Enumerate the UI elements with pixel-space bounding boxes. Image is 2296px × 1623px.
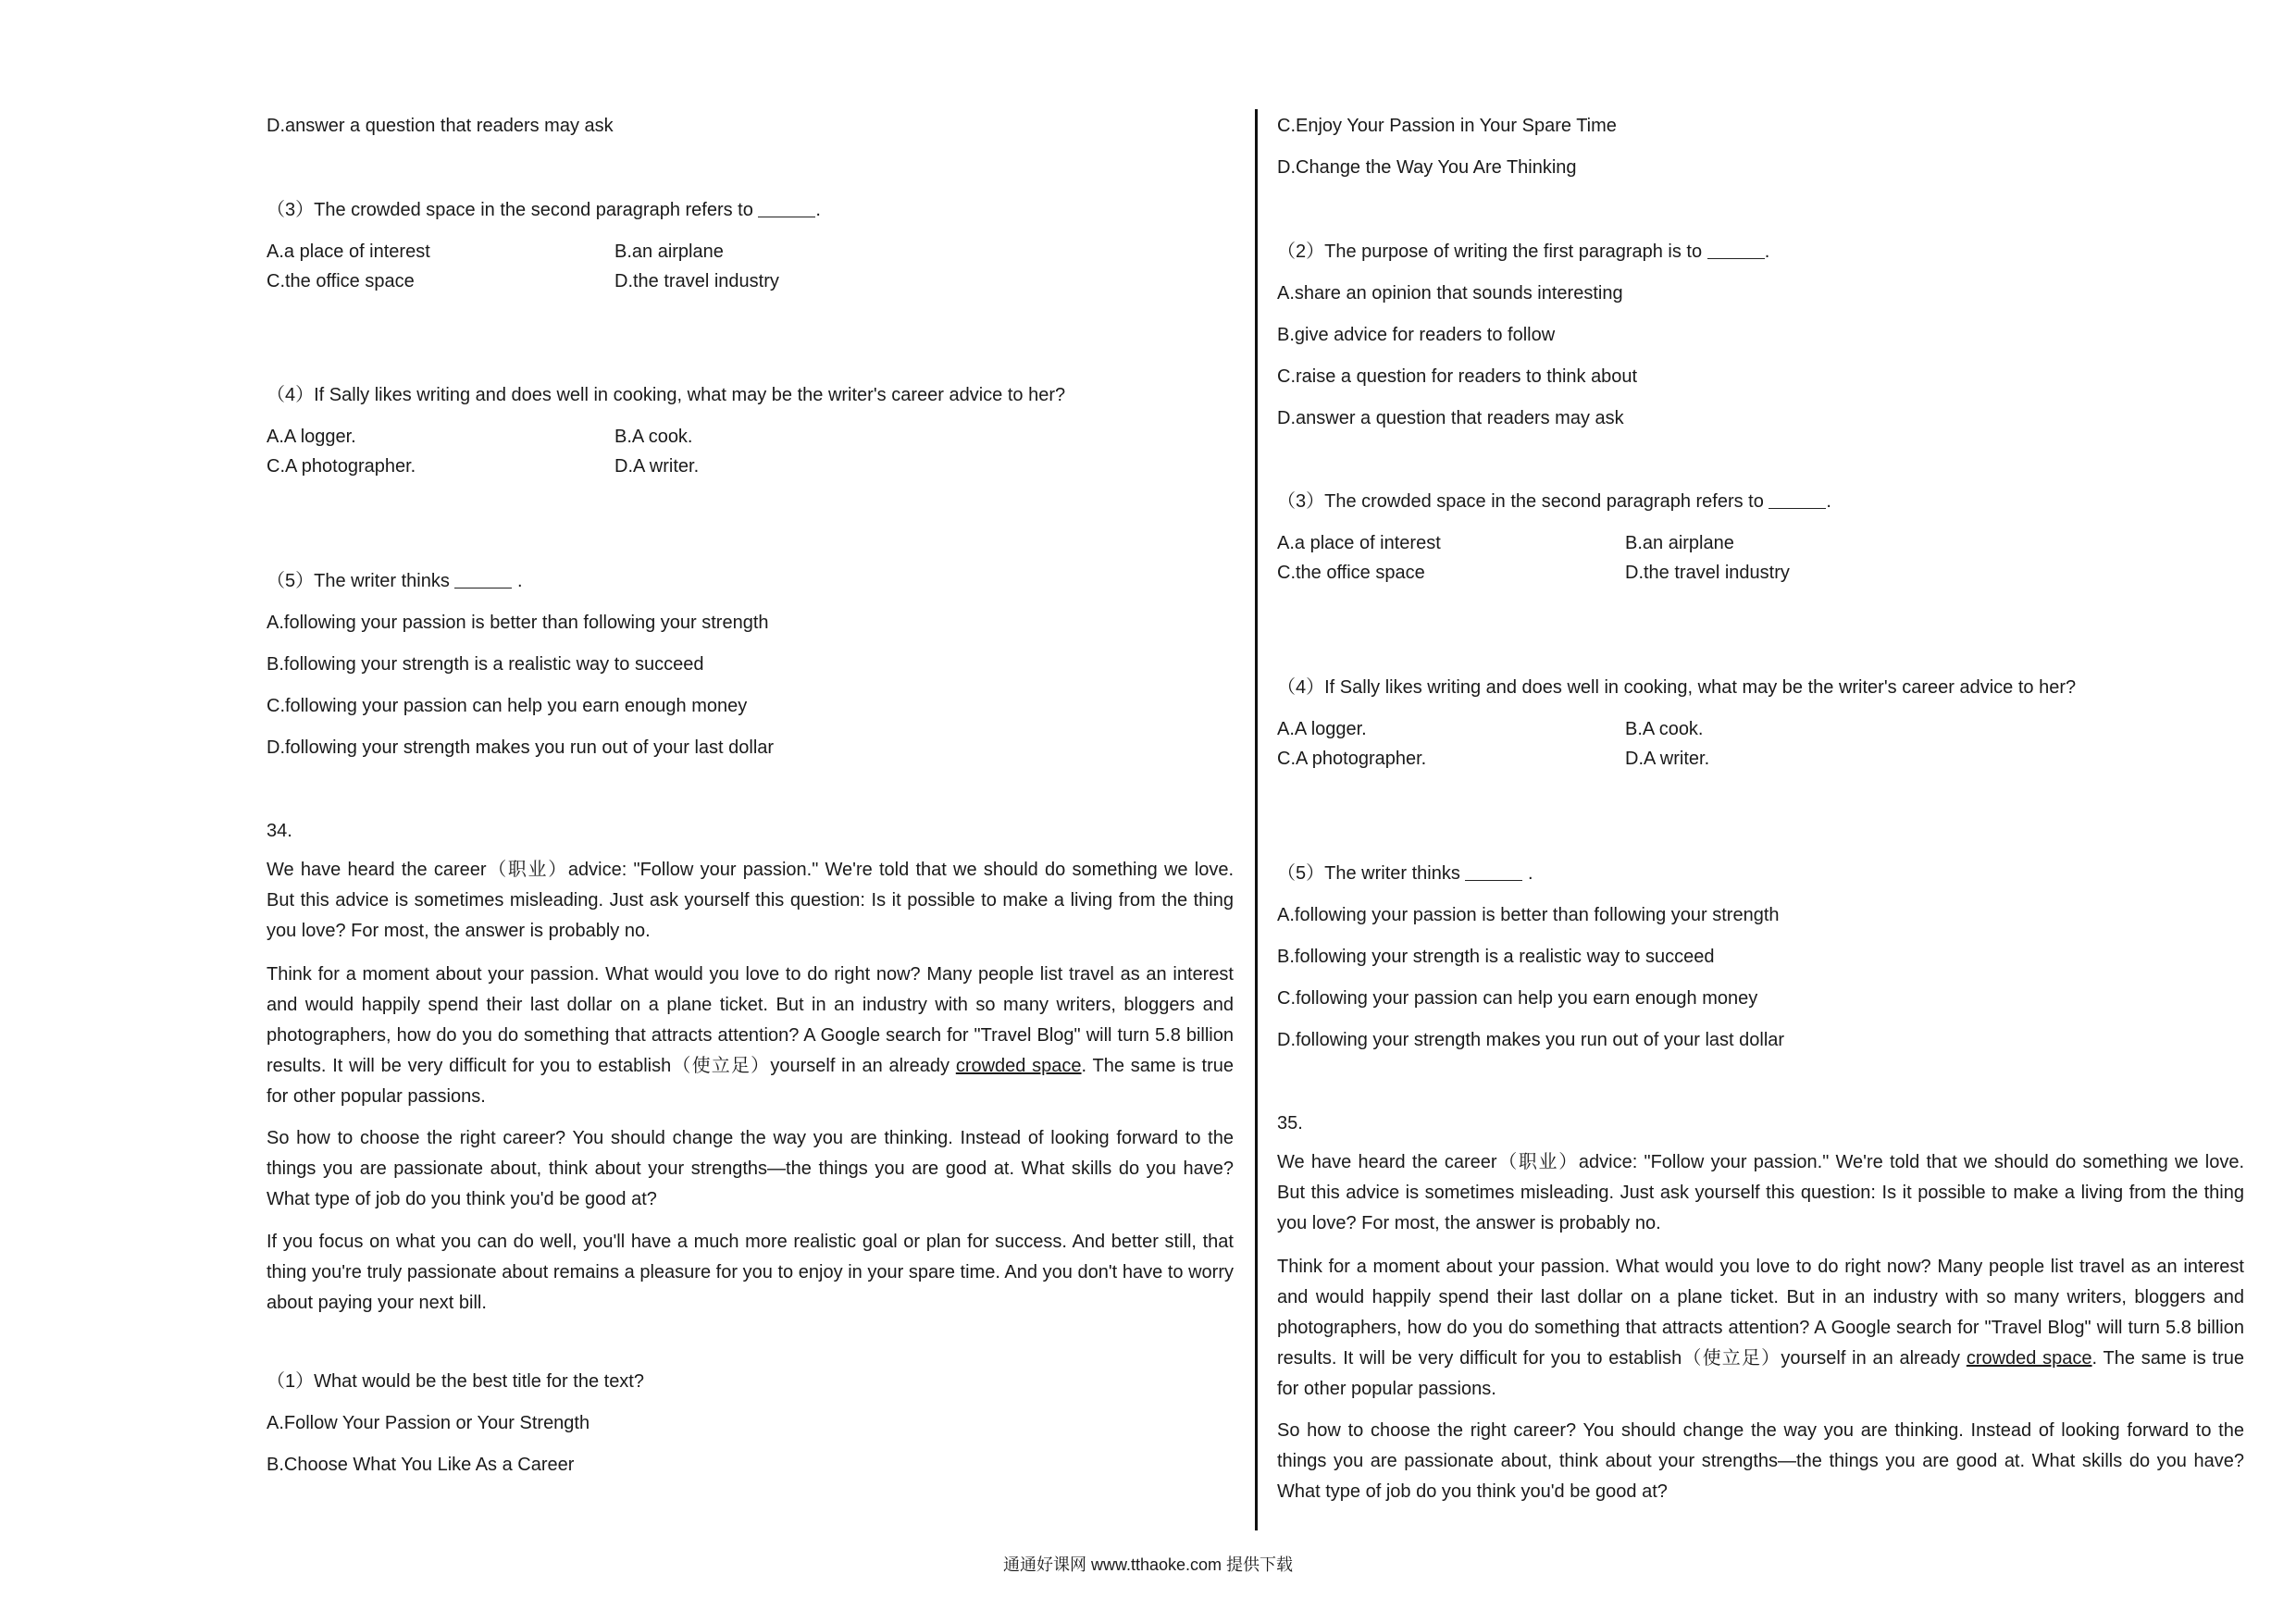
question-4 [267, 384, 1065, 406]
q3-option-b: B.an airplane [1625, 533, 1734, 553]
answer-blank [1465, 863, 1522, 881]
question-text: What would be the best title for the text? [314, 1371, 644, 1392]
question-1 [267, 1370, 644, 1393]
page-footer: 通通好课网 www.tthaoke.com 提供下载 [1002, 1555, 1294, 1574]
passage-paragraph-3: So how to choose the right career? You should change the way you are thinking. Instead of looking forward to the things you are passionate about, think about your strengths—the things you are good at. What skills do you have? What type of job do you think you'd be good at? [267, 1128, 1234, 1209]
q5-option-a: A.following your passion is better than following your strength [1277, 905, 1780, 925]
q3-option-a: A.a place of interest [267, 242, 430, 262]
question-text: The writer thinks [314, 571, 450, 591]
q1-option-c: C.Enjoy Your Passion in Your Spare Time [1277, 116, 1617, 136]
question-text: The purpose of writing the first paragraph is to [1324, 242, 1703, 262]
question-number: （5） [1277, 863, 1325, 884]
question-number: （2） [1277, 242, 1325, 262]
q1-option-a: A.Follow Your Passion or Your Strength [267, 1413, 590, 1433]
q2-option-d: D.answer a question that readers may ask [267, 116, 614, 136]
question-end: . [1522, 863, 1533, 884]
q5-option-c: C.following your passion can help you earn enough money [267, 696, 748, 716]
question-text: If Sally likes writing and does well in cooking, what may be the writer's career advice to her? [314, 385, 1066, 405]
question-3 [1277, 490, 1831, 513]
underlined-phrase: crowded space [955, 1056, 1082, 1076]
paragraph-text: Think for a moment about your passion. What would you love to do right now? Many people list travel as an interest and would happily spend their last dollar on a plane ticket. But in an industry with so many writers, bloggers and photographers, how do you do something that attracts attention? A Google search for "Travel Blog" will turn 5.8 billion results. It will be very difficult for you to establish（使立足）yourself in an already [267, 964, 1234, 1076]
passage-paragraph-2 [1277, 1252, 2244, 1405]
passage-paragraph-2 [267, 960, 1234, 1112]
question-end: . [512, 571, 523, 591]
question-text: The crowded space in the second paragraph refers to [314, 200, 753, 220]
q5-option-b: B.following your strength is a realistic way to succeed [267, 654, 704, 675]
q4-option-d: D.A writer. [1625, 749, 1710, 769]
q4-option-c: C.A photographer. [267, 456, 416, 477]
paragraph-text: . The same is true for other popular passions. [1277, 1348, 2244, 1399]
q2-option-b: B.give advice for readers to follow [1277, 325, 1556, 345]
underlined-phrase: crowded space [1966, 1348, 2092, 1369]
answer-blank [758, 200, 815, 217]
q5-option-d: D.following your strength makes you run out of your last dollar [1277, 1030, 1785, 1050]
question-number: （3） [1277, 491, 1325, 512]
question-5 [1277, 862, 1533, 885]
q4-option-b: B.A cook. [614, 427, 693, 447]
question-5 [267, 570, 523, 592]
question-number: （1） [267, 1371, 315, 1392]
q3-option-a: A.a place of interest [1277, 533, 1441, 553]
q2-option-c: C.raise a question for readers to think about [1277, 366, 1638, 387]
question-number: （4） [1277, 677, 1325, 698]
answer-blank [1707, 242, 1765, 259]
q4-option-d: D.A writer. [614, 456, 700, 477]
q4-option-a: A.A logger. [1277, 719, 1367, 739]
q3-option-d: D.the travel industry [1625, 563, 1790, 583]
question-end: . [815, 200, 821, 220]
passage-paragraph-1: We have heard the career（职业）advice: "Follow your passion." We're told that we should do something we love. But this advice is sometimes misleading. Just ask yourself this question: Is it possible to make a living from the thing you love? For most, the answer is probably no. [267, 860, 1234, 941]
q2-option-d: D.answer a question that readers may ask [1277, 408, 1624, 428]
question-end: . [1826, 491, 1831, 512]
q5-option-b: B.following your strength is a realistic way to succeed [1277, 947, 1715, 967]
question-number: （5） [267, 571, 315, 591]
column-divider [1255, 109, 1258, 1530]
q3-option-c: C.the office space [1277, 563, 1425, 583]
question-number: （4） [267, 385, 315, 405]
q5-option-c: C.following your passion can help you earn enough money [1277, 988, 1758, 1009]
q3-option-b: B.an airplane [614, 242, 724, 262]
question-text: If Sally likes writing and does well in cooking, what may be the writer's career advice to her? [1324, 677, 2077, 698]
q5-option-d: D.following your strength makes you run out of your last dollar [267, 737, 775, 758]
q4-option-a: A.A logger. [267, 427, 356, 447]
question-text: The crowded space in the second paragraph refers to [1324, 491, 1764, 512]
passage-paragraph-1: We have heard the career（职业）advice: "Follow your passion." We're told that we should do something we love. But this advice is sometimes misleading. Just ask yourself this question: Is it possible to make a living from the thing you love? For most, the answer is probably no. [1277, 1152, 2244, 1233]
paragraph-text: Think for a moment about your passion. What would you love to do right now? Many people list travel as an interest and would happily spend their last dollar on a plane ticket. But in an industry with so many writers, bloggers and photographers, how do you do something that attracts attention? A Google search for "Travel Blog" will turn 5.8 billion results. It will be very difficult for you to establish（使立足）yourself in an already [1277, 1257, 2244, 1369]
paragraph-text: . The same is true for other popular passions. [267, 1056, 1234, 1107]
passage-number: 34. [267, 821, 292, 841]
passage-paragraph-4: If you focus on what you can do well, you'll have a much more realistic goal or plan for success. And better still, that thing you're truly passionate about remains a pleasure for you to enjoy in your spare time. And you don't have to worry about paying your next bill. [267, 1232, 1234, 1313]
q1-option-d: D.Change the Way You Are Thinking [1277, 157, 1577, 178]
passage-number: 35. [1277, 1113, 1303, 1134]
question-end: . [1764, 242, 1770, 262]
question-number: （3） [267, 200, 315, 220]
question-2 [1277, 241, 1769, 263]
q4-option-b: B.A cook. [1625, 719, 1704, 739]
q4-option-c: C.A photographer. [1277, 749, 1427, 769]
q1-option-b: B.Choose What You Like As a Career [267, 1455, 575, 1475]
q3-option-d: D.the travel industry [614, 271, 779, 291]
answer-blank [454, 571, 512, 588]
question-4 [1277, 676, 2076, 699]
q3-option-c: C.the office space [267, 271, 415, 291]
q2-option-a: A.share an opinion that sounds interesting [1277, 283, 1623, 304]
q5-option-a: A.following your passion is better than following your strength [267, 613, 769, 633]
passage-paragraph-3: So how to choose the right career? You should change the way you are thinking. Instead of looking forward to the things you are passionate about, think about your strengths—the things you are good at. What skills do you have? What type of job do you think you'd be good at? [1277, 1420, 2244, 1502]
question-text: The writer thinks [1324, 863, 1460, 884]
answer-blank [1769, 491, 1826, 509]
question-3 [267, 199, 821, 221]
